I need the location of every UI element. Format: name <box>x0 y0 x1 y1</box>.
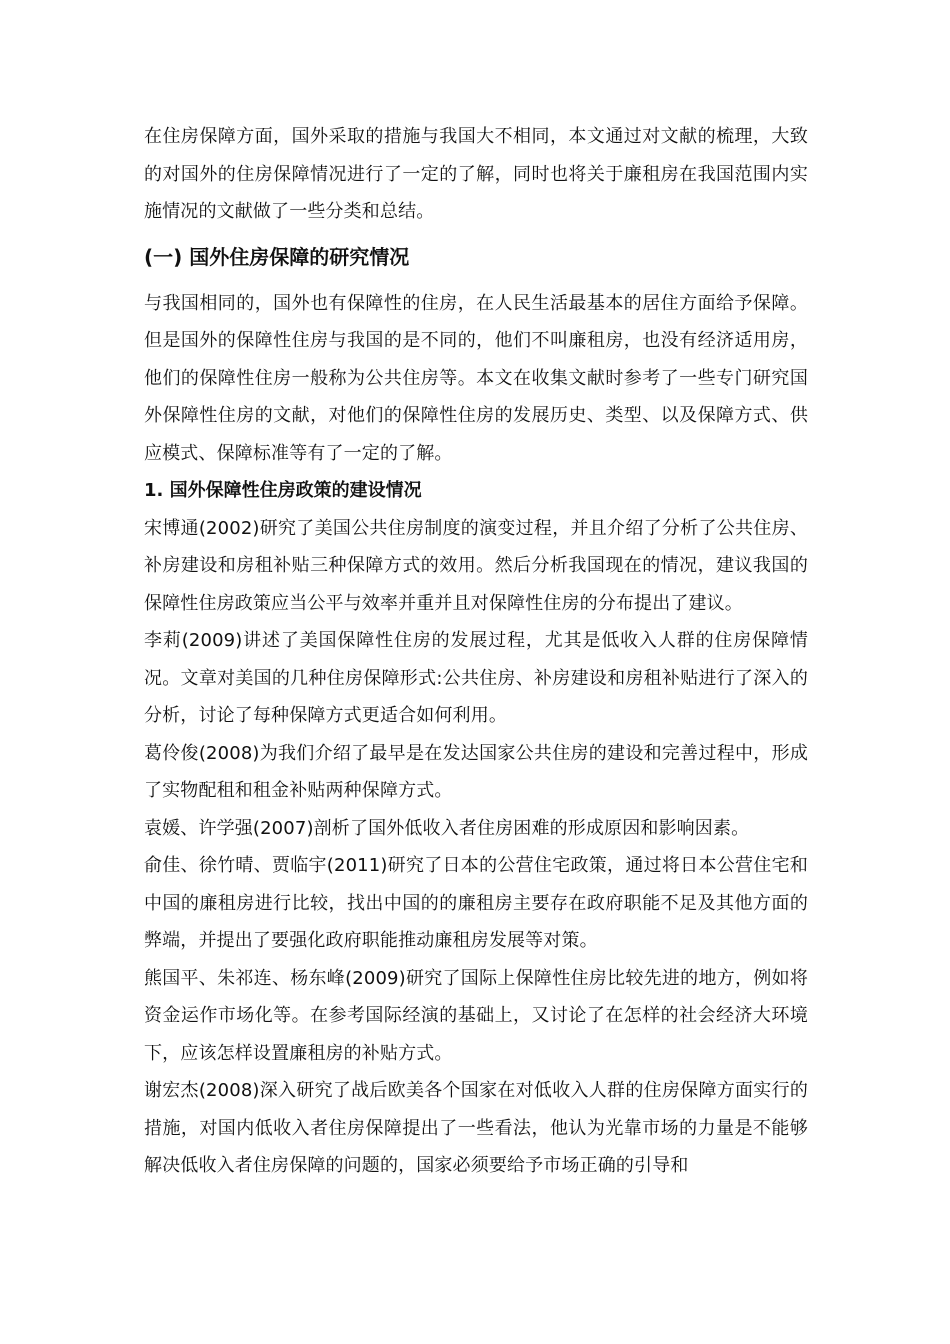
document-page <box>144 118 808 1185</box>
reference-paragraph: 谢宏杰(2008)深入研究了战后欧美各个国家在对低收入人群的住房保障方面实行的措施，对国内低收入者住房保障提出了一些看法，他认为光靠市场的力量是不能够解决低收入者住房保障的问题的，国家必须要给予市场正确的引导和 <box>144 1080 808 1176</box>
reference-paragraph: 李莉(2009)讲述了美国保障性住房的发展过程，尤其是低收入人群的住房保障情况。文章对美国的几种住房保障形式:公共住房、补房建设和房租补贴进行了深入的分析，讨论了每种保障方式更适合如何利用。 <box>144 630 808 726</box>
reference-paragraph: 俞佳、徐竹晴、贾临宇(2011)研究了日本的公营住宅政策，通过将日本公营住宅和中国的廉租房进行比较，找出中国的的廉租房主要存在政府职能不足及其他方面的弊端，并提出了要强化政府职能推动廉租房发展等对策。 <box>144 855 808 951</box>
reference-paragraph: 熊国平、朱祁连、杨东峰(2009)研究了国际上保障性住房比较先进的地方，例如将资金运作市场化等。在参考国际经演的基础上，又讨论了在怎样的社会经济大环境下，应该怎样设置廉租房的补贴方式。 <box>144 967 808 1064</box>
reference-paragraph: 袁媛、许学强(2007)剖析了国外低收入者住房困难的形成原因和影响因素。 <box>144 817 750 839</box>
intro-paragraph: 在住房保障方面，国外采取的措施与我国大不相同，本文通过对文献的梳理，大致的对国外的住房保障情况进行了一定的了解，同时也将关于廉租房在我国范围内实施情况的文献做了一些分类和总结。 <box>144 126 808 222</box>
reference-paragraph: 葛伶俊(2008)为我们介绍了最早是在发达国家公共住房的建设和完善过程中，形成了实物配租和租金补贴两种保障方式。 <box>144 742 808 801</box>
reference-paragraph: 宋博通(2002)研究了美国公共住房制度的演变过程，并且介绍了分析了公共住房、补房建设和房租补贴三种保障方式的效用。然后分析我国现在的情况，建议我国的保障性住房政策应当公平与效率并重并且对保障性住房的分布提出了建议。 <box>144 517 808 614</box>
section-paragraph: 与我国相同的，国外也有保障性的住房，在人民生活最基本的居住方面给予保障。但是国外的保障性住房与我国的是不同的，他们不叫廉租房，也没有经济适用房，他们的保障性住房一般称为公共住房等。本文在收集文献时参考了一些专门研究国外保障性住房的文献，对他们的保障性住房的发展历史、类型、以及保障方式、供应模式、保障标准等有了一定的了解。 <box>144 292 808 464</box>
section-heading: (一) 国外住房保障的研究情况 <box>144 244 410 269</box>
subsection-heading: 1. 国外保障性住房政策的建设情况 <box>144 480 422 501</box>
